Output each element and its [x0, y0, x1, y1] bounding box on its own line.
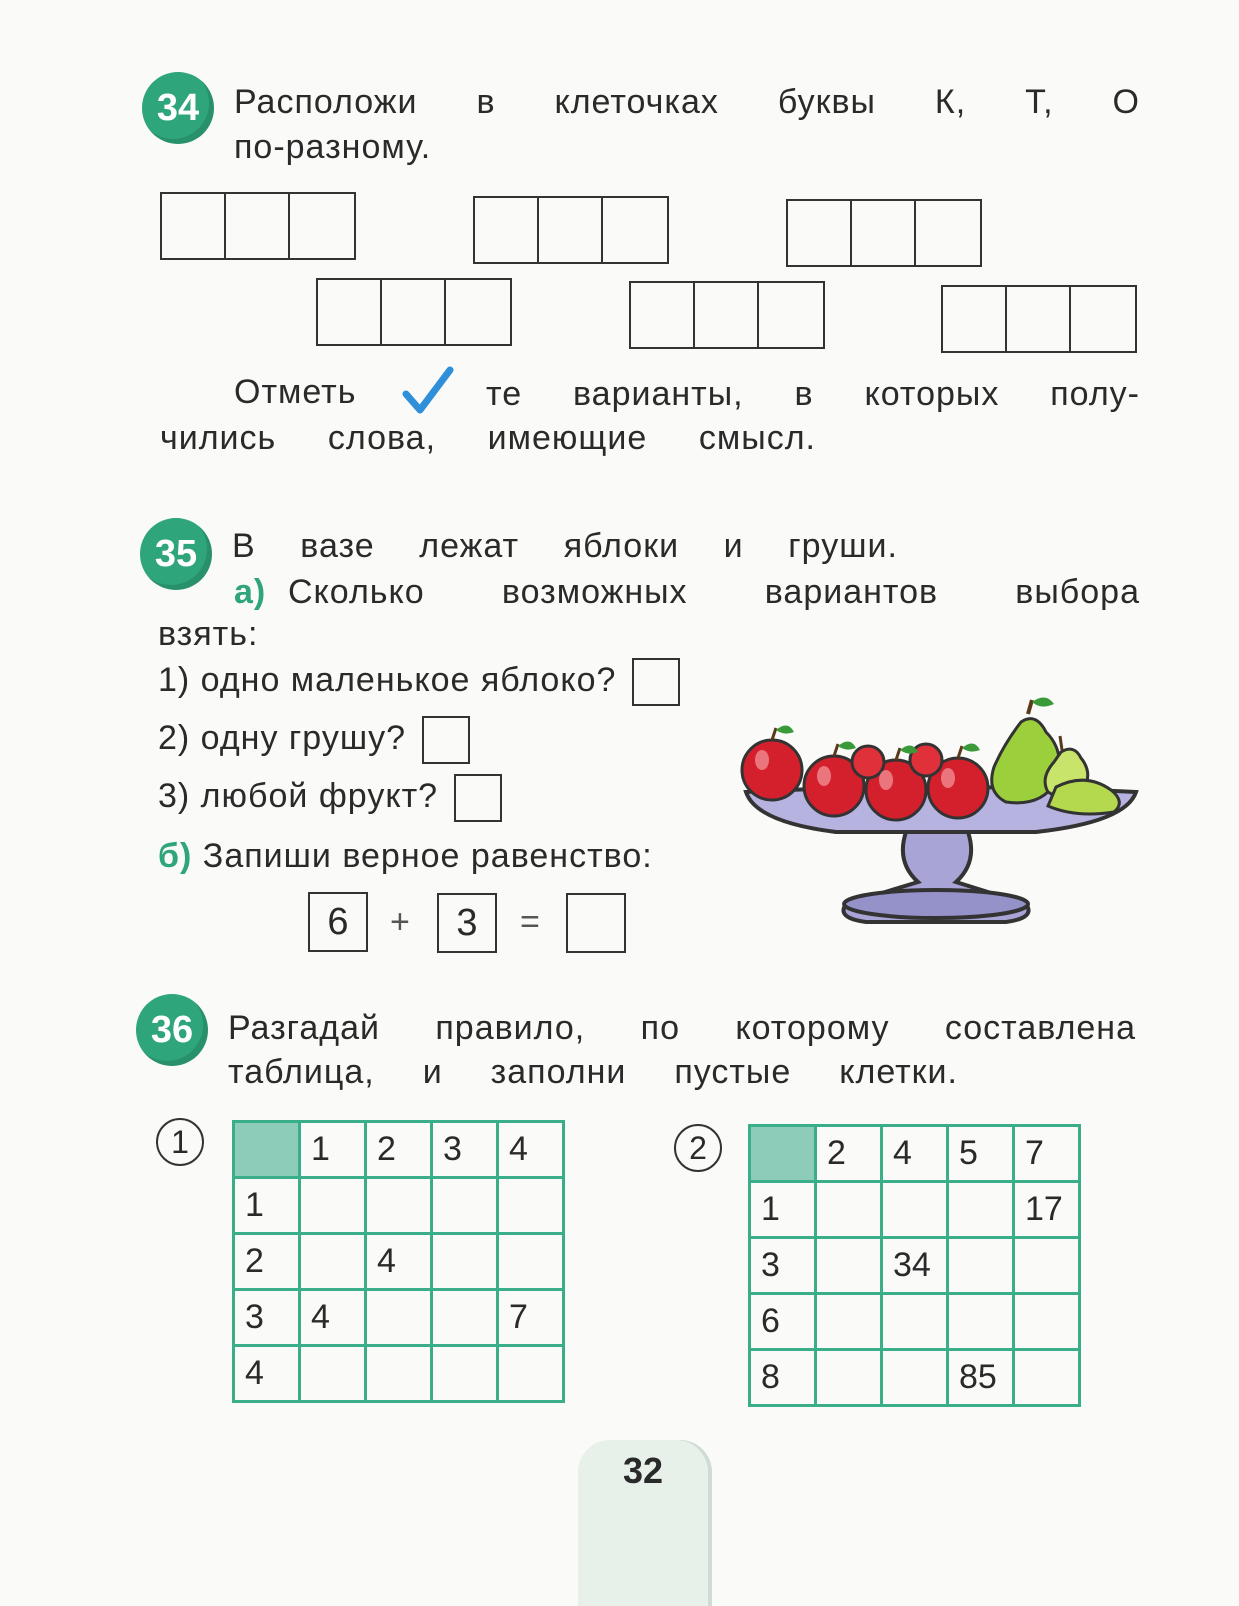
table-cell[interactable]	[300, 1234, 366, 1290]
word: вариантов	[764, 573, 939, 611]
equation-answer-box[interactable]	[566, 893, 626, 953]
table-cell: 17	[1014, 1182, 1080, 1238]
table-row	[234, 1234, 564, 1290]
table-cell[interactable]	[816, 1182, 882, 1238]
word: по	[640, 1009, 680, 1047]
answer-box-3[interactable]	[454, 774, 502, 822]
table-header-cell: 3	[432, 1122, 498, 1178]
word: Т,	[1025, 83, 1054, 121]
table-cell[interactable]	[948, 1182, 1014, 1238]
word: Сколько	[288, 573, 425, 611]
table-1-label: 1	[156, 1118, 204, 1166]
table-header-cell: 2	[816, 1126, 882, 1182]
table-header-cell: 5	[948, 1126, 1014, 1182]
question-1: 1) одно маленькое яблоко?	[158, 658, 680, 706]
check-instruction-line2	[160, 416, 816, 460]
table-cell[interactable]	[816, 1294, 882, 1350]
word: смысл.	[698, 419, 816, 457]
table-cell[interactable]	[948, 1294, 1014, 1350]
table-cell[interactable]	[882, 1350, 948, 1406]
table-header-cell: 1	[300, 1122, 366, 1178]
word: составлена	[944, 1009, 1136, 1047]
table-cell[interactable]	[882, 1182, 948, 1238]
letter-cells-4[interactable]	[316, 278, 512, 346]
table-cell[interactable]	[498, 1178, 564, 1234]
table-cell[interactable]	[498, 1234, 564, 1290]
equation-box-b: 3	[437, 893, 497, 953]
word: К,	[934, 83, 967, 121]
table-cell: 4	[366, 1234, 432, 1290]
table-row-header: 3	[234, 1290, 300, 1346]
letter-cells-1[interactable]	[160, 192, 356, 260]
question-2: 2) одну грушу?	[158, 716, 470, 764]
table-corner-cell	[234, 1122, 300, 1178]
table-cell: 4	[300, 1290, 366, 1346]
table-row	[234, 1290, 564, 1346]
word: и	[723, 527, 744, 565]
table-header-cell: 7	[1014, 1126, 1080, 1182]
check-instruction-line1	[486, 372, 1140, 416]
word: слова,	[327, 419, 437, 457]
table-corner-cell	[750, 1126, 816, 1182]
word: яблоки	[563, 527, 680, 565]
letter-cells-5[interactable]	[629, 281, 825, 349]
task-36-badge: 36	[136, 994, 208, 1066]
word: выбора	[1015, 573, 1140, 611]
word: и	[422, 1053, 443, 1091]
word: пустые	[674, 1053, 792, 1091]
rule-table-2	[748, 1124, 1081, 1407]
table-row-header: 1	[234, 1178, 300, 1234]
task-35-part-a-text	[288, 570, 1140, 614]
word: груши.	[788, 527, 898, 565]
word: полу-	[1050, 375, 1140, 413]
word: варианты,	[573, 375, 744, 413]
table-row	[750, 1350, 1080, 1406]
task-35-intro	[232, 524, 898, 568]
table-cell[interactable]	[432, 1346, 498, 1402]
letter-cells-6[interactable]	[941, 285, 1137, 353]
table-cell[interactable]	[948, 1238, 1014, 1294]
task-35-part-a-label: а)	[234, 573, 267, 611]
table-cell[interactable]	[498, 1346, 564, 1402]
word: чились	[160, 419, 277, 457]
word: которому	[735, 1009, 890, 1047]
table-row-header: 3	[750, 1238, 816, 1294]
table-row	[750, 1294, 1080, 1350]
word: буквы	[777, 83, 876, 121]
table-cell[interactable]	[1014, 1294, 1080, 1350]
table-cell: 85	[948, 1350, 1014, 1406]
table-cell[interactable]	[432, 1178, 498, 1234]
table-cell[interactable]	[366, 1290, 432, 1346]
fruit-vase-illustration	[736, 692, 1146, 932]
task-34-line1	[234, 80, 1140, 124]
word: имеющие	[487, 419, 648, 457]
word: которых	[864, 375, 1000, 413]
word: клеточках	[554, 83, 719, 121]
word: Расположи	[234, 83, 418, 121]
table-row	[234, 1178, 564, 1234]
checkmark-icon	[402, 366, 454, 416]
word: в	[794, 375, 814, 413]
table-2-label: 2	[674, 1124, 722, 1172]
table-cell[interactable]	[1014, 1238, 1080, 1294]
task-34-line2: по-разному.	[234, 128, 432, 166]
plus-sign: +	[390, 903, 411, 941]
task-35-part-a-cont: взять:	[158, 615, 259, 653]
table-row-header: 2	[234, 1234, 300, 1290]
table-row	[750, 1238, 1080, 1294]
task-35-part-b: б) Запиши верное равенство:	[158, 837, 653, 875]
task-36-line2	[228, 1050, 958, 1094]
page-number: 32	[578, 1440, 708, 1606]
letter-cells-2[interactable]	[473, 196, 669, 264]
task-36-line1	[228, 1006, 1136, 1050]
table-row	[234, 1346, 564, 1402]
table-cell[interactable]	[1014, 1350, 1080, 1406]
table-row-header: 4	[234, 1346, 300, 1402]
table-cell: 34	[882, 1238, 948, 1294]
word: вазе	[300, 527, 375, 565]
table-row-header: 1	[750, 1182, 816, 1238]
word: В	[232, 527, 256, 565]
table-header-cell: 4	[882, 1126, 948, 1182]
word: О	[1112, 83, 1140, 121]
table-cell[interactable]	[366, 1178, 432, 1234]
table-header-cell: 2	[366, 1122, 432, 1178]
task-34-badge: 34	[142, 72, 214, 144]
equals-sign: =	[520, 903, 541, 941]
answer-box-1[interactable]	[632, 658, 680, 706]
word: лежат	[419, 527, 520, 565]
answer-box-2[interactable]	[422, 716, 470, 764]
table-cell: 7	[498, 1290, 564, 1346]
word: правило,	[435, 1009, 586, 1047]
word: таблица,	[228, 1053, 375, 1091]
word: возможных	[501, 573, 688, 611]
word: Разгадай	[228, 1009, 380, 1047]
rule-table-1	[232, 1120, 565, 1403]
table-cell[interactable]	[432, 1234, 498, 1290]
table-row	[750, 1182, 1080, 1238]
word: те	[486, 375, 523, 413]
word: в	[476, 83, 496, 121]
table-row-header: 8	[750, 1350, 816, 1406]
table-header-cell: 4	[498, 1122, 564, 1178]
check-instruction-word: Отметь	[234, 373, 357, 411]
table-cell[interactable]	[816, 1350, 882, 1406]
table-cell[interactable]	[300, 1346, 366, 1402]
letter-cells-3[interactable]	[786, 199, 982, 267]
task-35-badge: 35	[140, 518, 212, 590]
table-cell[interactable]	[366, 1346, 432, 1402]
table-row-header: 6	[750, 1294, 816, 1350]
equation-box-a: 6	[308, 892, 368, 952]
table-cell[interactable]	[300, 1178, 366, 1234]
table-cell[interactable]	[816, 1238, 882, 1294]
question-3: 3) любой фрукт?	[158, 774, 502, 822]
table-cell[interactable]	[882, 1294, 948, 1350]
word: клетки.	[839, 1053, 958, 1091]
word: заполни	[490, 1053, 627, 1091]
table-cell[interactable]	[432, 1290, 498, 1346]
